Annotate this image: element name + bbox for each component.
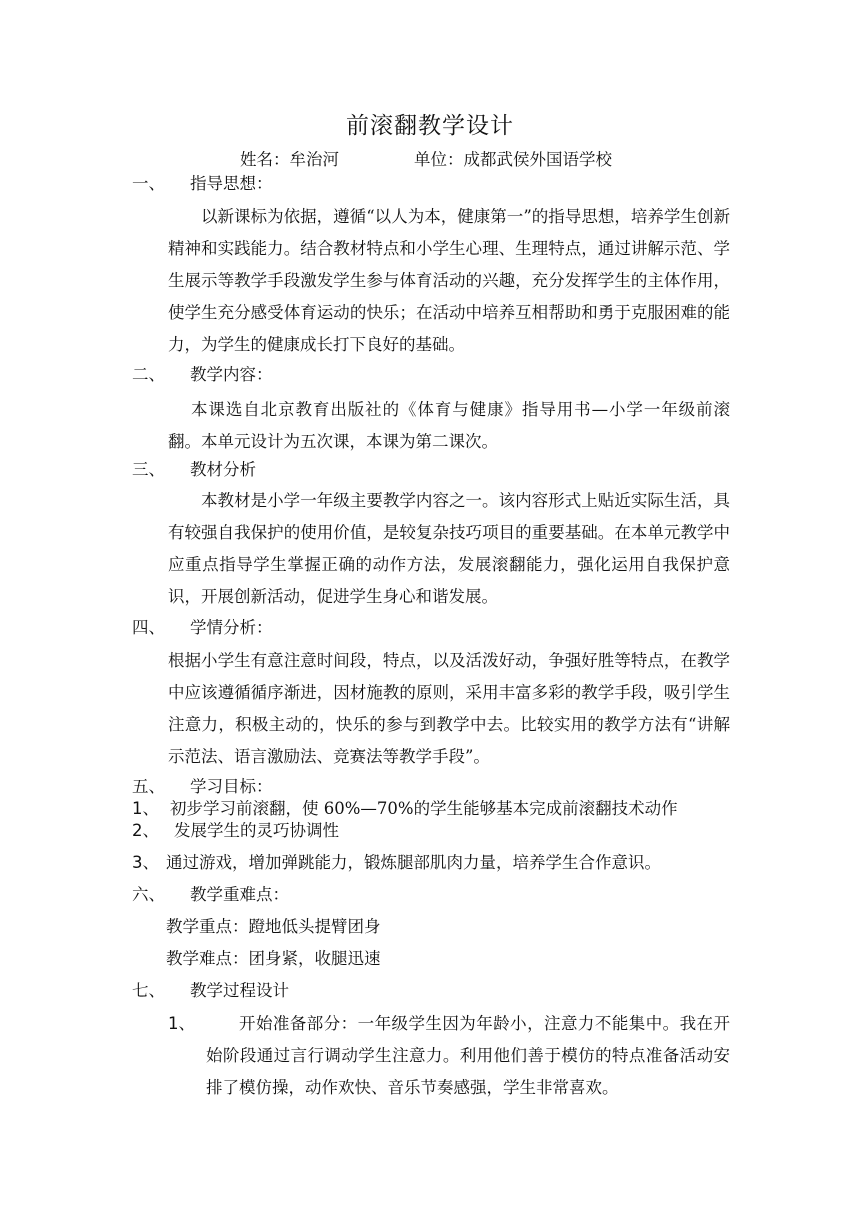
key-point: 教学重点：蹬地低头提臂团身 bbox=[166, 917, 381, 936]
section-heading: 教材分析 bbox=[190, 460, 256, 479]
section-number: 六、 bbox=[132, 885, 165, 904]
section-heading: 教学重难点： bbox=[190, 885, 289, 904]
section-body: 根据小学生有意注意时间段，特点，以及活泼好动，争强好胜等特点，在教学中应该遵循循序渐进，因材施教的原则，采用丰富多彩的教学手段，吸引学生注意力，积极主动的，快乐的参与到教学中去。比较实用的教学方法有“讲解示范法、语言激励法、竞赛法等教学手段”。 bbox=[168, 651, 730, 766]
section-body: 本教材是小学一年级主要教学内容之一。该内容形式上贴近实际生活，具有较强自我保护的使用价值，是较复杂技巧项目的重要基础。在本单元教学中应重点指导学生掌握正确的动作方法，发展滚翻能力，强化运用自我保护意识，开展创新活动，促进学生身心和谐发展。 bbox=[168, 491, 730, 606]
section-number: 三、 bbox=[132, 460, 165, 479]
section-body: 本课选自北京教育出版社的《体育与健康》指导用书—小学一年级前滚翻。本单元设计为五次课，本课为第二课次。 bbox=[168, 400, 730, 451]
section-number: 七、 bbox=[132, 981, 165, 1000]
section-heading: 教学过程设计 bbox=[190, 981, 289, 1000]
goal-number: 3、 bbox=[132, 853, 159, 872]
process-step-number: 1、 bbox=[168, 1014, 195, 1033]
section-heading: 学情分析： bbox=[190, 618, 273, 637]
section-heading: 教学内容： bbox=[190, 365, 273, 384]
author-name: 姓名：牟治河 bbox=[240, 150, 339, 169]
goal-text: 发展学生的灵巧协调性 bbox=[174, 821, 339, 840]
section-number: 四、 bbox=[132, 618, 165, 637]
difficulty-point: 教学难点：团身紧，收腿迅速 bbox=[166, 949, 381, 968]
section-number: 一、 bbox=[132, 174, 165, 193]
section-body: 以新课标为依据，遵循“以人为本，健康第一”的指导思想，培养学生创新精神和实践能力。结合教材特点和小学生心理、生理特点，通过讲解示范、学生展示等教学手段激发学生参与体育活动的兴趣，充分发挥学生的主体作用，使学生充分感受体育运动的快乐；在活动中培养互相帮助和勇于克服困难的能力，为学生的健康成长打下良好的基础。 bbox=[168, 207, 730, 354]
section-heading: 学习目标： bbox=[190, 777, 273, 796]
goal-text: 初步学习前滚翻，使 60%—70%的学生能够基本完成前滚翻技术动作 bbox=[170, 799, 678, 818]
goal-number: 2、 bbox=[132, 821, 159, 840]
section-number: 五、 bbox=[132, 777, 165, 796]
goal-number: 1、 bbox=[132, 799, 159, 818]
school-unit: 单位：成都武侯外国语学校 bbox=[414, 150, 612, 169]
section-heading: 指导思想： bbox=[190, 174, 273, 193]
section-number: 二、 bbox=[132, 365, 165, 384]
document-title: 前滚翻教学设计 bbox=[346, 113, 514, 139]
goal-text: 通过游戏，增加弹跳能力，锻炼腿部肌肉力量，培养学生合作意识。 bbox=[166, 853, 661, 872]
process-step-text: 开始准备部分：一年级学生因为年龄小，注意力不能集中。我在开始阶段通过言行调动学生注意力。利用他们善于模仿的特点准备活动安排了模仿操，动作欢快、音乐节奏感强，学生非常喜欢。 bbox=[206, 1014, 730, 1097]
